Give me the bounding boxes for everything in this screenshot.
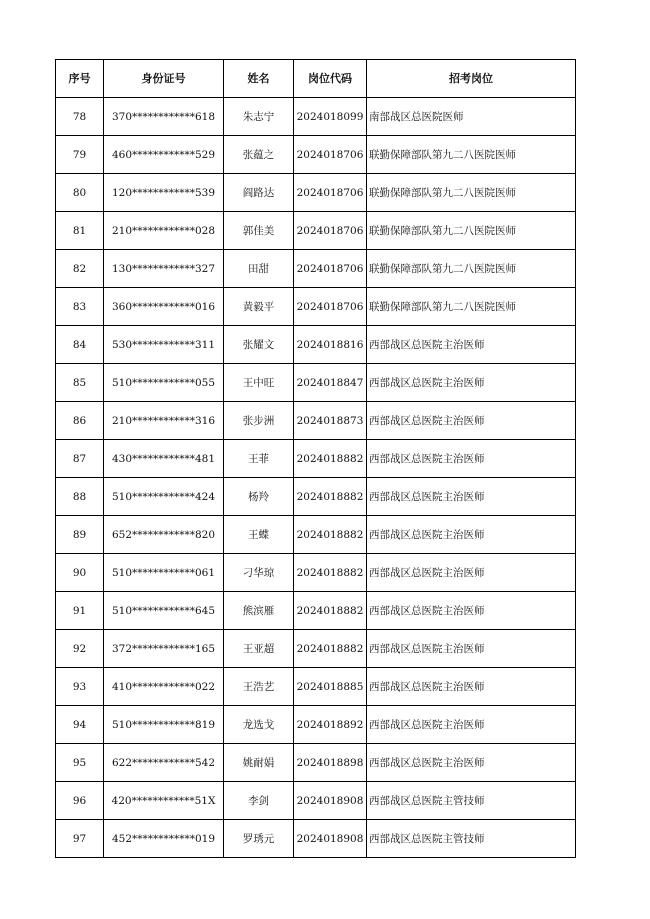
cell-position-code: 2024018908 xyxy=(294,820,367,858)
cell-position: 西部战区总医院主治医师 xyxy=(367,554,576,592)
table-row xyxy=(56,288,576,326)
cell-id-number: 370************618 xyxy=(104,98,224,136)
table-row xyxy=(56,364,576,402)
cell-position: 联勤保障部队第九二八医院医师 xyxy=(367,288,576,326)
cell-position-code: 2024018882 xyxy=(294,478,367,516)
cell-serial-number: 82 xyxy=(56,250,104,288)
cell-id-number: 410************022 xyxy=(104,668,224,706)
cell-position-code: 2024018908 xyxy=(294,782,367,820)
cell-name: 王亚超 xyxy=(224,630,294,668)
table-row xyxy=(56,668,576,706)
cell-serial-number: 88 xyxy=(56,478,104,516)
applicant-list xyxy=(55,59,576,858)
cell-position: 西部战区总医院主治医师 xyxy=(367,440,576,478)
table-body xyxy=(56,98,576,858)
table-row xyxy=(56,136,576,174)
applicant-table xyxy=(55,59,576,858)
cell-serial-number: 89 xyxy=(56,516,104,554)
cell-id-number: 510************424 xyxy=(104,478,224,516)
cell-position-code: 2024018892 xyxy=(294,706,367,744)
table-row xyxy=(56,174,576,212)
cell-position: 西部战区总医院主治医师 xyxy=(367,668,576,706)
cell-serial-number: 87 xyxy=(56,440,104,478)
cell-position: 联勤保障部队第九二八医院医师 xyxy=(367,250,576,288)
cell-position-code: 2024018885 xyxy=(294,668,367,706)
cell-position: 西部战区总医院主管技师 xyxy=(367,782,576,820)
cell-serial-number: 92 xyxy=(56,630,104,668)
cell-position-code: 2024018706 xyxy=(294,250,367,288)
cell-id-number: 452************019 xyxy=(104,820,224,858)
cell-position-code: 2024018706 xyxy=(294,136,367,174)
cell-id-number: 210************028 xyxy=(104,212,224,250)
cell-id-number: 510************061 xyxy=(104,554,224,592)
table-row xyxy=(56,516,576,554)
cell-position-code: 2024018882 xyxy=(294,592,367,630)
table-row xyxy=(56,98,576,136)
cell-position-code: 2024018882 xyxy=(294,554,367,592)
cell-position-code: 2024018882 xyxy=(294,440,367,478)
cell-name: 张耀文 xyxy=(224,326,294,364)
header-row xyxy=(56,60,576,98)
table-row xyxy=(56,402,576,440)
header-serial-number: 序号 xyxy=(56,60,104,98)
cell-name: 张蕴之 xyxy=(224,136,294,174)
cell-serial-number: 94 xyxy=(56,706,104,744)
cell-id-number: 120************539 xyxy=(104,174,224,212)
cell-position: 联勤保障部队第九二八医院医师 xyxy=(367,136,576,174)
table-row xyxy=(56,250,576,288)
table-row xyxy=(56,440,576,478)
cell-id-number: 372************165 xyxy=(104,630,224,668)
cell-name: 熊滨雁 xyxy=(224,592,294,630)
cell-name: 王蝶 xyxy=(224,516,294,554)
cell-position-code: 2024018706 xyxy=(294,288,367,326)
cell-position-code: 2024018099 xyxy=(294,98,367,136)
cell-position: 西部战区总医院主治医师 xyxy=(367,706,576,744)
cell-position-code: 2024018882 xyxy=(294,630,367,668)
cell-serial-number: 78 xyxy=(56,98,104,136)
cell-name: 郭佳美 xyxy=(224,212,294,250)
cell-id-number: 460************529 xyxy=(104,136,224,174)
cell-name: 刁华琼 xyxy=(224,554,294,592)
header-position-code: 岗位代码 xyxy=(294,60,367,98)
cell-id-number: 510************645 xyxy=(104,592,224,630)
cell-serial-number: 91 xyxy=(56,592,104,630)
cell-position: 西部战区总医院主治医师 xyxy=(367,364,576,402)
table-row xyxy=(56,326,576,364)
cell-name: 王浩艺 xyxy=(224,668,294,706)
cell-position: 西部战区总医院主管技师 xyxy=(367,820,576,858)
cell-position-code: 2024018816 xyxy=(294,326,367,364)
table-row xyxy=(56,554,576,592)
cell-position: 西部战区总医院主治医师 xyxy=(367,402,576,440)
cell-id-number: 430************481 xyxy=(104,440,224,478)
cell-serial-number: 83 xyxy=(56,288,104,326)
table-row xyxy=(56,782,576,820)
cell-serial-number: 84 xyxy=(56,326,104,364)
table-row xyxy=(56,820,576,858)
cell-position-code: 2024018873 xyxy=(294,402,367,440)
cell-name: 李剑 xyxy=(224,782,294,820)
cell-name: 姚耐娟 xyxy=(224,744,294,782)
cell-name: 罗琇元 xyxy=(224,820,294,858)
cell-position: 西部战区总医院主治医师 xyxy=(367,478,576,516)
cell-position: 西部战区总医院主治医师 xyxy=(367,630,576,668)
cell-position-code: 2024018706 xyxy=(294,174,367,212)
cell-id-number: 510************055 xyxy=(104,364,224,402)
cell-name: 黄毅平 xyxy=(224,288,294,326)
cell-name: 朱志宁 xyxy=(224,98,294,136)
cell-serial-number: 86 xyxy=(56,402,104,440)
cell-serial-number: 79 xyxy=(56,136,104,174)
cell-id-number: 420************51X xyxy=(104,782,224,820)
cell-position: 联勤保障部队第九二八医院医师 xyxy=(367,212,576,250)
cell-position-code: 2024018882 xyxy=(294,516,367,554)
cell-position: 南部战区总医院医师 xyxy=(367,98,576,136)
cell-serial-number: 93 xyxy=(56,668,104,706)
cell-id-number: 510************819 xyxy=(104,706,224,744)
cell-name: 龙选戈 xyxy=(224,706,294,744)
cell-id-number: 652************820 xyxy=(104,516,224,554)
cell-name: 张步洲 xyxy=(224,402,294,440)
cell-name: 田甜 xyxy=(224,250,294,288)
table-row xyxy=(56,212,576,250)
table-row xyxy=(56,592,576,630)
table-row xyxy=(56,744,576,782)
table-row xyxy=(56,478,576,516)
cell-position: 联勤保障部队第九二八医院医师 xyxy=(367,174,576,212)
cell-serial-number: 96 xyxy=(56,782,104,820)
cell-position-code: 2024018706 xyxy=(294,212,367,250)
cell-position: 西部战区总医院主治医师 xyxy=(367,592,576,630)
cell-name: 王菲 xyxy=(224,440,294,478)
cell-name: 杨羚 xyxy=(224,478,294,516)
cell-serial-number: 95 xyxy=(56,744,104,782)
cell-serial-number: 81 xyxy=(56,212,104,250)
table-header xyxy=(56,60,576,98)
cell-position: 西部战区总医院主治医师 xyxy=(367,744,576,782)
table-row xyxy=(56,630,576,668)
cell-position: 西部战区总医院主治医师 xyxy=(367,326,576,364)
header-name: 姓名 xyxy=(224,60,294,98)
cell-name: 王中旺 xyxy=(224,364,294,402)
header-position: 招考岗位 xyxy=(367,60,576,98)
cell-serial-number: 85 xyxy=(56,364,104,402)
cell-position-code: 2024018847 xyxy=(294,364,367,402)
cell-id-number: 530************311 xyxy=(104,326,224,364)
header-id-number: 身份证号 xyxy=(104,60,224,98)
cell-name: 阎路达 xyxy=(224,174,294,212)
cell-serial-number: 97 xyxy=(56,820,104,858)
cell-id-number: 210************316 xyxy=(104,402,224,440)
cell-id-number: 130************327 xyxy=(104,250,224,288)
cell-id-number: 360************016 xyxy=(104,288,224,326)
table-row xyxy=(56,706,576,744)
cell-id-number: 622************542 xyxy=(104,744,224,782)
cell-serial-number: 80 xyxy=(56,174,104,212)
cell-serial-number: 90 xyxy=(56,554,104,592)
cell-position-code: 2024018898 xyxy=(294,744,367,782)
cell-position: 西部战区总医院主治医师 xyxy=(367,516,576,554)
